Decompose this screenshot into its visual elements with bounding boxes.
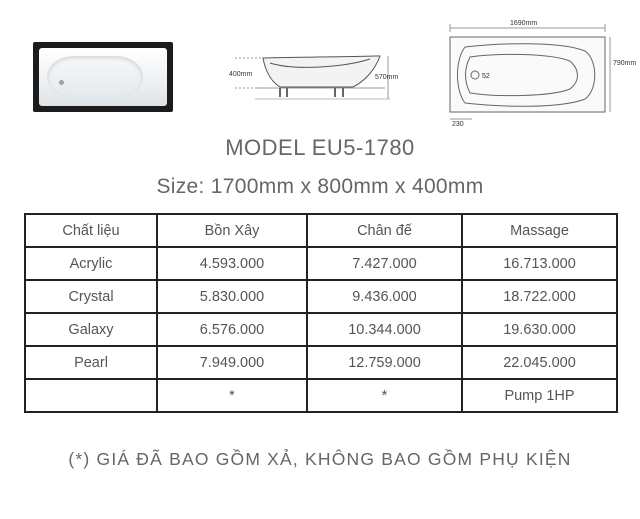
cell-price: 7.949.000 (157, 346, 307, 379)
cell-price: 22.045.000 (462, 346, 617, 379)
cell-pump: Pump 1HP (462, 379, 617, 412)
footnote: (*) GIÁ ĐÃ BAO GỒM XẢ, KHÔNG BAO GỒM PHỤ KIỆN (68, 449, 572, 469)
cell-price: 6.576.000 (157, 313, 307, 346)
drain-label: 52 (482, 73, 490, 80)
price-table (24, 213, 618, 413)
table-row (25, 280, 617, 313)
size-spec: Size: 1700mm x 800mm x 400mm (156, 175, 484, 198)
header-built-in: Bồn Xây (157, 214, 307, 247)
cell-footnote-mark: * (307, 379, 462, 412)
bathtub-basin (47, 56, 143, 98)
cell-price: 7.427.000 (307, 247, 462, 280)
cell-price: 19.630.000 (462, 313, 617, 346)
table-row (25, 247, 617, 280)
table-row (25, 313, 617, 346)
cell-price: 10.344.000 (307, 313, 462, 346)
drain-hole (59, 80, 64, 85)
cell-price: 16.713.000 (462, 247, 617, 280)
cell-material: Galaxy (25, 313, 157, 346)
model-title: MODEL EU5-1780 (225, 135, 415, 160)
cell-material: Pearl (25, 346, 157, 379)
table-row (25, 346, 617, 379)
header-with-stand: Chân đế (307, 214, 462, 247)
table-row (25, 379, 617, 412)
cell-material (25, 379, 157, 412)
side-inner-height: 400mm (229, 71, 253, 78)
cell-footnote-mark: * (157, 379, 307, 412)
bathtub-photo (33, 42, 173, 112)
side-view-drawing (225, 45, 415, 110)
top-length: 1690mm (510, 20, 538, 27)
table-header-row (25, 214, 617, 247)
cell-price: 4.593.000 (157, 247, 307, 280)
top-view-drawing (440, 15, 637, 128)
top-offset: 230 (452, 121, 464, 128)
cell-price: 5.830.000 (157, 280, 307, 313)
cell-price: 9.436.000 (307, 280, 462, 313)
header-massage: Massage (462, 214, 617, 247)
header-material: Chất liệu (25, 214, 157, 247)
side-outer-height: 570mm (375, 74, 399, 81)
cell-material: Crystal (25, 280, 157, 313)
cell-price: 12.759.000 (307, 346, 462, 379)
cell-material: Acrylic (25, 247, 157, 280)
top-width: 790mm (613, 60, 637, 67)
cell-price: 18.722.000 (462, 280, 617, 313)
